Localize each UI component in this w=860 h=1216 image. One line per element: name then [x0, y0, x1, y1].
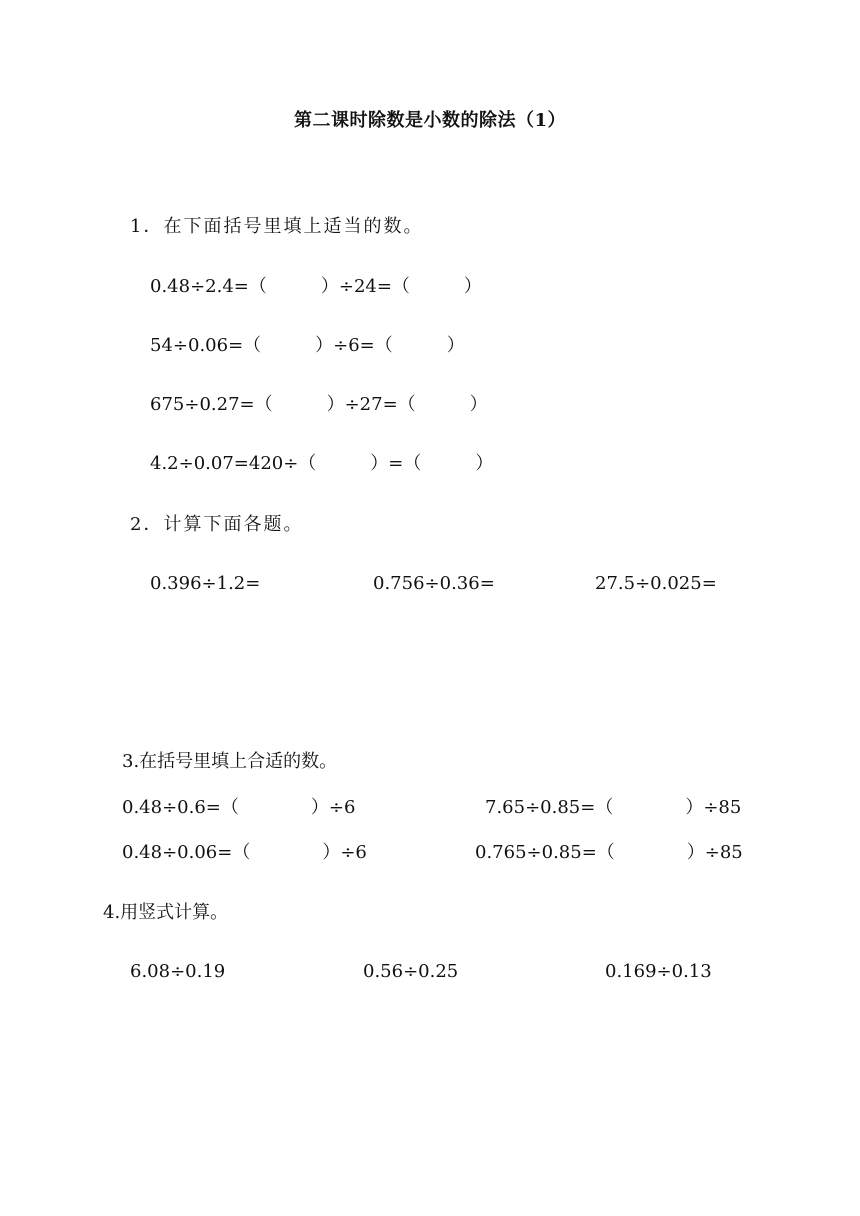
q3-item-2: 7.65÷0.85=（ ）÷85 — [485, 797, 742, 818]
q4-heading: 4.用竖式计算。 — [103, 902, 229, 923]
q3-item-4: 0.765÷0.85=（ ）÷85 — [475, 842, 743, 863]
q1-item-3: 675÷0.27=（ ）÷27=（ ） — [150, 394, 488, 415]
q2-heading: 2．计算下面各题。 — [130, 514, 304, 535]
q2-item-3: 27.5÷0.025= — [595, 573, 717, 594]
q3-heading: 3.在括号里填上合适的数。 — [122, 751, 338, 772]
q3-item-3: 0.48÷0.06=（ ）÷6 — [122, 842, 367, 863]
q4-item-1: 6.08÷0.19 — [130, 961, 226, 982]
q1-item-1: 0.48÷2.4=（ ）÷24=（ ） — [150, 276, 482, 297]
q1-heading: 1．在下面括号里填上适当的数。 — [130, 216, 424, 237]
q2-item-1: 0.396÷1.2= — [150, 573, 261, 594]
q3-item-1: 0.48÷0.6=（ ）÷6 — [122, 797, 356, 818]
q1-item-4: 4.2÷0.07=420÷（ ）=（ ） — [150, 453, 494, 474]
q4-item-3: 0.169÷0.13 — [605, 961, 712, 982]
q4-item-2: 0.56÷0.25 — [363, 961, 459, 982]
q1-item-2: 54÷0.06=（ ）÷6=（ ） — [150, 335, 465, 356]
q2-item-2: 0.756÷0.36= — [373, 573, 495, 594]
page-title: 第二课时除数是小数的除法（1） — [293, 110, 567, 131]
